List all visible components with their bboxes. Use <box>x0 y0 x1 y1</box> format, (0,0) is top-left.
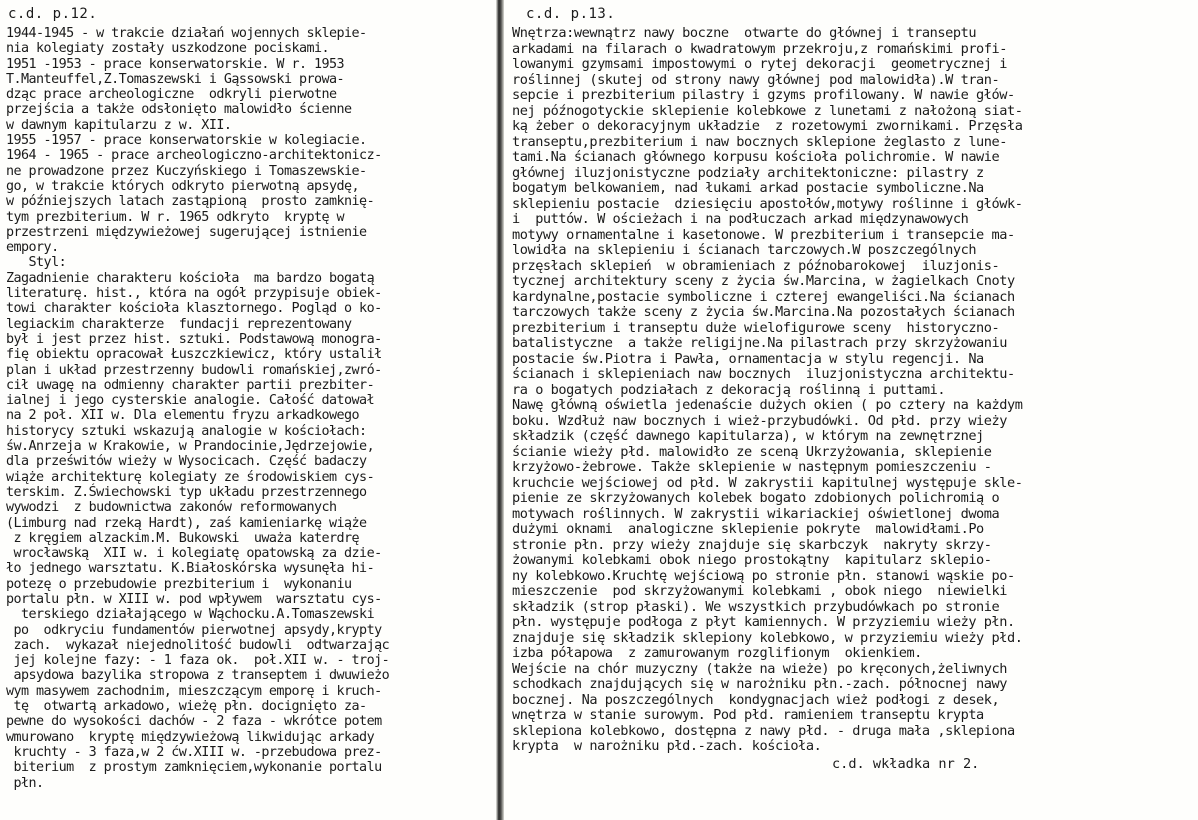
text-line: wiąże architekturę kolegiaty ze środowiskiem cys- <box>6 469 375 485</box>
text-line: kruchcie wejściowej od płd. W zakrystii kapitulnej występuje skle- <box>512 474 1023 491</box>
text-line: postacie św.Piotra i Pawła, ornamentacja w stylu regencji. Na <box>512 350 984 367</box>
text-line: Styl: <box>6 255 67 271</box>
text-line: wrocławską XII w. i kolegiatę opatowską za dzie- <box>6 546 382 562</box>
text-line: św.Anrzeja w Krakowie, w Prandocinie,Jędrzejowie, <box>6 439 375 455</box>
text-line: lowidła na sklepieniu i ścianach tarczowych.W poszczególnych <box>512 242 977 258</box>
text-line: bogatym belkowaniem, nad łukami arkad postacie symboliczne.Na <box>512 180 984 196</box>
text-line: żowanymi kolebkami obok niego prostokątny kapitularz sklepio- <box>512 552 992 568</box>
text-line: 1944-1945 - w trakcie działań wojennych sklepie- <box>6 26 367 41</box>
text-line: znajduje się składzik sklepiony kolebkowo, w przyziemiu wieży płd. <box>512 629 1023 646</box>
text-line: sepcie i prezbiterium pilastry i gzyms profilowany. W nawie głów- <box>512 87 1015 103</box>
text-line: transeptu,prezbiterium i naw bocznych sklepione żeglasto z lune- <box>512 133 1007 150</box>
text-line: mieszczenie pod skrzyżowanymi kolebkami , obok niego niewielki <box>512 583 1007 599</box>
text-line: wmurowano kryptę międzywieżową likwidując arkady <box>6 729 375 745</box>
text-line: sklepieniu postacie dziesięciu apostołów,motywy roślinne i główk- <box>512 195 1023 212</box>
text-body <box>6 26 494 791</box>
text-line: legiackim charakterze fundacji reprezentowany <box>6 316 352 332</box>
text-line: Zagadnienie charakteru kościoła ma bardzo bogatą <box>6 270 375 286</box>
text-line: Wejście na chór muzyczny (także na wieże) po kręconych,żeliwnych <box>512 660 1007 677</box>
text-line: krzyżowo-żebrowe. Także sklepienie w następnym pomieszczeniu - <box>512 459 992 475</box>
text-line: bocznej. Na poszczególnych kondygnacjach wież podłogi z desek, <box>512 691 1000 708</box>
text-line: biterium z prostym zamknięciem,wykonanie portalu <box>6 760 382 776</box>
text-line: tę otwartą arkadowo, wieżę płn. docignięto za- <box>6 699 367 715</box>
text-line: cił uwagę na odmienny charakter partii prezbiter- <box>6 377 375 393</box>
text-line: sklepiona kolebkowo, dostępna z nawy płd. - druga mała ,sklepiona <box>512 722 1015 739</box>
text-line: przejścia a także odsłonięto malowidło ścienne <box>6 102 352 118</box>
text-line: literaturę. hist., która na ogół przypisuje obiek- <box>6 286 382 302</box>
text-line: i puttów. W ościeżach i na podłuczach arkad międzynawowych <box>512 211 969 227</box>
text-line: ne prowadzone przez Kuczyńskiego i Tomaszewskie- <box>6 163 367 179</box>
text-line: pewne do wysokości dachów - 2 faza - wkrótce potem <box>6 714 382 730</box>
text-line: arkadami na filarach o kwadratowym przekroju,z romańskimi profi- <box>512 40 1007 57</box>
text-line: ką żeber o dekoracyjnym układzie z rozetowymi zwornikami. Przęsła <box>512 118 1023 134</box>
text-line: ścianach i sklepieniach naw bocznych iluzjonistyczna architektu- <box>512 366 1015 382</box>
text-line: w dawnym kapitularzu z w. XII. <box>6 117 232 133</box>
text-line: kardynalne,postacie symboliczne i czterej ewangeliści.Na ścianach <box>512 288 1015 305</box>
text-line: tami.Na ścianach głównego korpusu kościoła polichromie. W nawie <box>512 149 1000 165</box>
text-line: Nawę główną oświetla jedenaście dużych okien ( po cztery na każdym <box>512 397 1023 413</box>
text-line: na 2 poł. XII w. Dla elementu fryzu arkadkowego <box>6 408 360 424</box>
text-line: batalistyczne a także religijne.Na pilastrach przy skrzyżowaniu <box>512 335 1007 351</box>
text-line: płn. <box>6 775 44 791</box>
text-line: T.Manteuffel,Z.Tomaszewski i Gąssowski prowa- <box>6 71 345 87</box>
text-line: z kręgiem alzackim.M. Bukowski uważa katerdrę <box>6 530 360 546</box>
text-body <box>512 26 1194 755</box>
text-line: izba półapowa z zamurowanym rozglifionym okienkiem. <box>512 645 922 661</box>
text-line: fię obiektu opracował Łuszczkiewicz, który ustalił <box>6 347 382 363</box>
text-line: roślinnej (skutej od strony nawy głównej pod malowidła).W tran- <box>512 71 1000 88</box>
text-line: ialnej i jego cysterskie analogie. Całość datował <box>6 393 375 409</box>
continuation-note: c.d. wkładka nr 2. <box>832 755 980 772</box>
text-line: 1964 - 1965 - prace archeologiczno-architektonicz- <box>6 148 382 164</box>
text-line: tym prezbiterium. W r. 1965 odkryto kryptę w <box>6 209 345 225</box>
text-line: przęsłach sklepień w obramieniach z późnobarokowej iluzjonis- <box>512 257 1000 274</box>
text-line: ny kolebkowo.Kruchtę wejściową po stronie płn. stanowi wąskie po- <box>512 567 1015 584</box>
text-line: głównej iluzjonistyczne podziały architektoniczne: pilastry z <box>512 164 984 181</box>
text-line: towi charakter kościoła klasztornego. Pogląd o ko- <box>6 301 382 317</box>
text-line: płn. występuje podłoga z płyt kamiennych. W przyziemiu wieży płn. <box>512 614 1015 630</box>
page-12 <box>0 0 498 820</box>
text-line: wnętrza w stanie surowym. Pod płd. ramieniem transeptu krypta <box>512 707 984 723</box>
text-line: schodkach znajdujących się w narożniku płn.-zach. północnej nawy <box>512 676 1007 692</box>
text-line: motywy ornamentalne i kasetonowe. W prezbiterium i transepcie ma- <box>512 226 1015 243</box>
text-line: (Limburg nad rzeką Hardt), zaś kamieniarkę wiąże <box>6 515 367 531</box>
text-line: składzik (część dawnego kapitularza), w którym na zewnętrznej <box>512 428 984 444</box>
text-line: go, w trakcie których odkryto pierwotną apsydę, <box>6 178 360 194</box>
text-line: zach. wykazał niejednolitość budowli odtwarzając <box>6 637 390 653</box>
page-heading: c.d. p.13. <box>526 6 616 22</box>
text-line: motywach roślinnych. W zakrystii wikariackiej oświetlonej dwoma <box>512 505 1000 522</box>
text-line: terskim. Z.Świechowski typ układu przestrzennego <box>6 484 367 500</box>
text-line: dla prześwitów wieży w Wysocicach. Część badaczy <box>6 454 367 470</box>
text-line: był i jest przez hist. sztuki. Podstawową monogra- <box>6 331 382 347</box>
text-line: portalu płn. w XIII w. pod wpływem warsztatu cys- <box>6 591 382 607</box>
text-line: Wnętrza:wewnątrz nawy boczne otwarte do głównej i transeptu <box>512 25 977 41</box>
text-line: pienie ze skrzyżowanych kolebek bogato zdobionych polichromią o <box>512 490 1000 506</box>
text-line: krypta w narożniku płd.-zach. kościoła. <box>512 738 822 754</box>
text-line: ra o bogatych podziałach z dekoracją roślinną i puttami. <box>512 381 946 398</box>
text-line: lowanymi gzymsami impostowymi o rytej dekoracji geometrycznej i <box>512 56 1007 72</box>
text-line: dząc prace archeologiczne odkryli pierwotne <box>6 87 337 103</box>
text-line: kruchty - 3 faza,w 2 ćw.XIII w. -przebudowa prez- <box>6 744 382 760</box>
text-line: przestrzeni międzywieżowej sugerującej istnienie <box>6 224 367 240</box>
text-line: terskiego działającego w Wąchocku.A.Tomaszewski <box>6 607 375 623</box>
text-line: apsydowa bazylika stropowa z transeptem i dwuwieżo <box>6 668 390 684</box>
text-line: tycznej architektury sceny z życia św.Marcina, w żagielkach Cnoty <box>512 273 1015 289</box>
text-line: stronie płn. przy wieży znajduje się skarbczyk nakryty skrzy- <box>512 536 992 553</box>
text-line: dużymi oknami analogiczne sklepienie pokryte malowidłami.Po <box>512 521 984 537</box>
text-line: 1955 -1957 - prace konserwatorskie w kolegiacie. <box>6 133 367 149</box>
text-line: plan i układ przestrzenny budowli romańskiej,zwró- <box>6 362 382 378</box>
text-line: tarczowych także sceny z życia św.Marcina.Na pozostałych ścianach <box>512 304 1015 320</box>
text-line: empory. <box>6 240 59 256</box>
text-line: składzik (strop płaski). We wszystkich przybudówkach po stronie <box>512 598 1000 615</box>
text-line: wym masywem zachodnim, mieszczącym emporę i kruch- <box>6 683 382 699</box>
text-line: nej późnogotyckie sklepienie kolebkowe z lunetami z nałożoną siat- <box>512 102 1023 119</box>
text-line: ło jednego warsztatu. K.Białoskórska wysunęła hi- <box>6 561 375 577</box>
text-line: w późniejszych latach zastąpioną prosto zamknię- <box>6 194 375 210</box>
page-13 <box>502 0 1198 820</box>
page-heading: c.d. p.12. <box>8 6 98 22</box>
text-line: boku. Wzdłuż naw bocznych i wież-przybudówki. Od płd. przy wieży <box>512 412 1007 429</box>
text-line: jej kolejne fazy: - 1 faza ok. poł.XII w. - troj- <box>6 653 390 669</box>
text-line: potezę o przebudowie prezbiterium i wykonaniu <box>6 576 352 592</box>
text-line: prezbiterium i transeptu duże wielofigurowe sceny historyczno- <box>512 319 1000 336</box>
text-line: wywodzi z budownictwa zakonów reformowanych <box>6 500 337 516</box>
text-line: po odkryciu fundamentów pierwotnej apsydy,krypty <box>6 622 382 638</box>
text-line: 1951 -1953 - prace konserwatorskie. W r. 1953 <box>6 56 345 72</box>
text-line: nia kolegiaty zostały uszkodzone pociskami. <box>6 41 330 57</box>
text-line: historycy sztuki wskazują analogie w kościołach: <box>6 423 367 439</box>
text-line: ścianie wieży płd. malowidło ze sceną Ukrzyżowania, sklepienie <box>512 443 992 460</box>
